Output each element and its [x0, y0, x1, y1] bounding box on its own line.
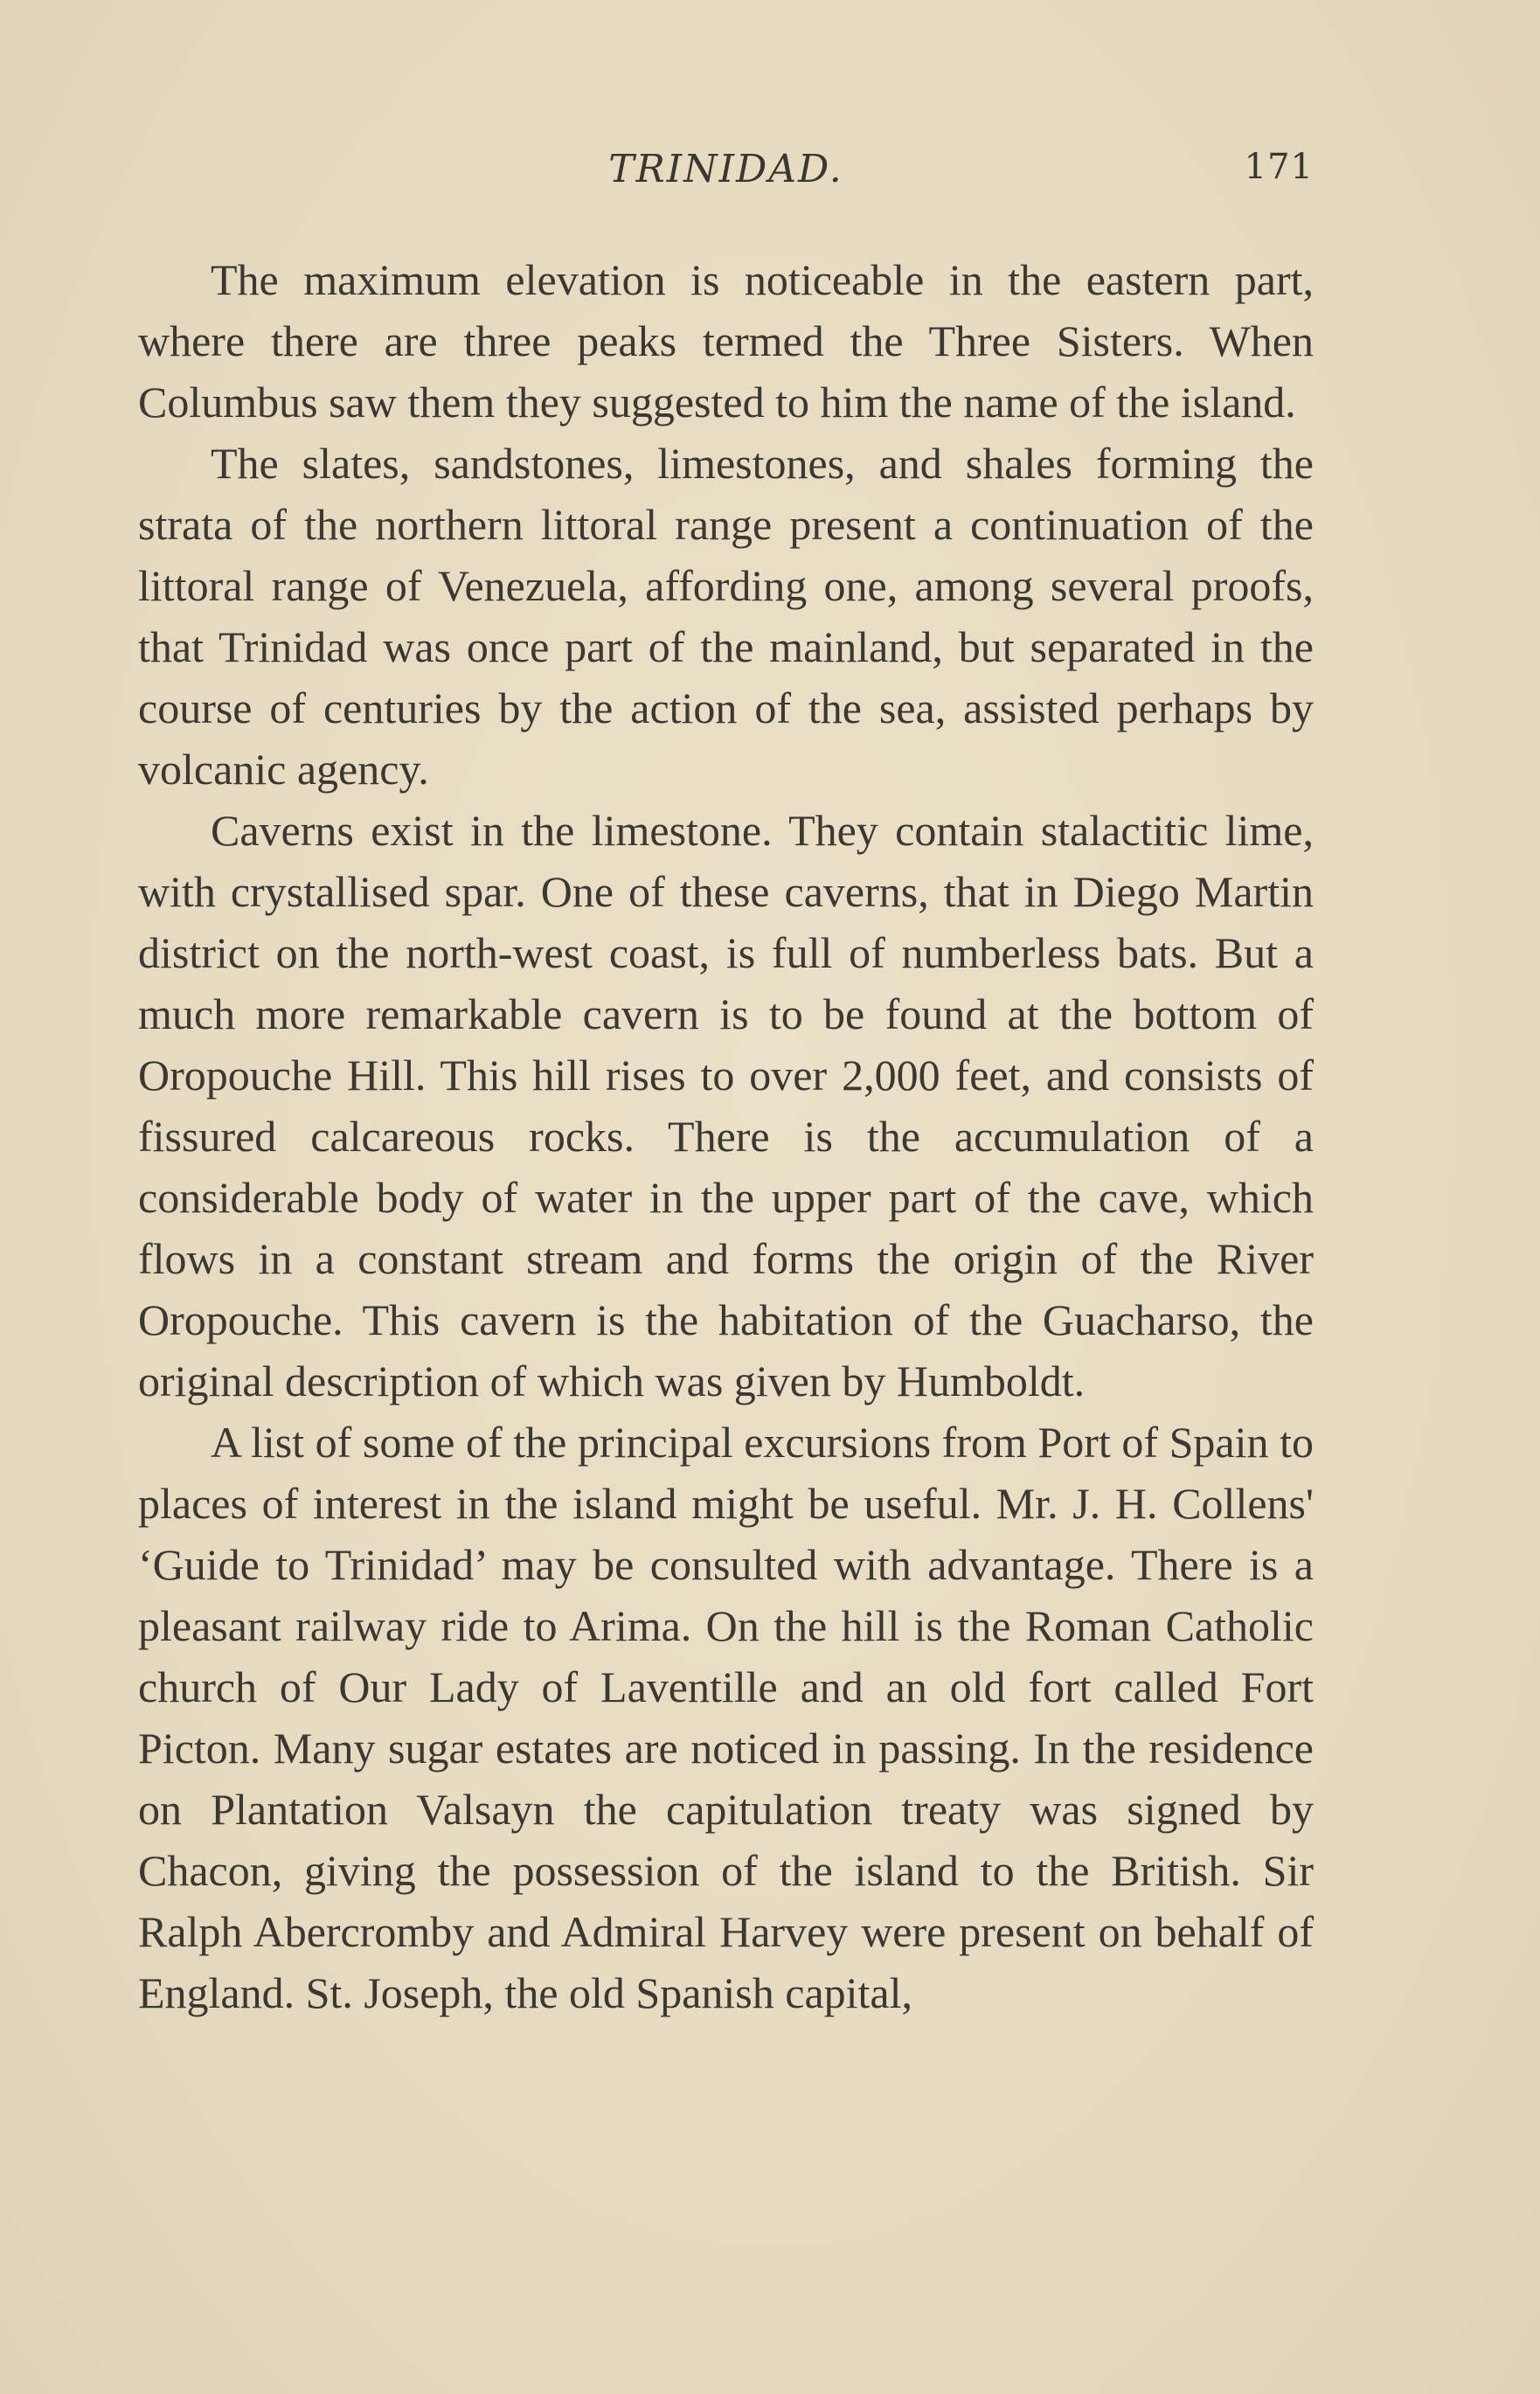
page-number: 171: [1244, 147, 1314, 187]
paragraph-elevation: The maximum elevation is noticeable in the eastern part, where there are three peaks termed the Three Sisters. When Columbus saw them they suggested to him the name of the island.: [138, 255, 1314, 427]
page-header: [138, 147, 1314, 199]
paragraph-strata: The slates, sandstones, limestones, and shales forming the strata of the northern littoral range present a continuation of the littoral range of Venezuela, affording one, among several proofs, that Trinidad was once part of the mainland, but separated in the course of centuries by the action of the sea, assisted perhaps by volcanic agency.: [138, 439, 1314, 794]
running-title: TRINIDAD.: [608, 147, 843, 191]
paragraph-excursions: A list of some of the principal excursions from Port of Spain to places of interest in the island might be useful. Mr. J. H. Collens' ‘Guide to Trinidad’ may be consulted with advantage. There is a pleasant railway ride to Arima. On the hill is the Roman Catholic church of Our Lady of Laventille and an old fort called Fort Picton. Many sugar estates are noticed in passing. In the residence on Plantation Valsayn the capitulation treaty was signed by Chacon, giving the possession of the island to the British. Sir Ralph Abercromby and Admiral Harvey were present on behalf of England. St. Joseph, the old Spanish capital,: [138, 1418, 1314, 2017]
paragraph-caverns: Caverns exist in the limestone. They contain stalactitic lime, with crystallised spar. One of these caverns, that in Diego Martin district on the north-west coast, is full of numberless bats. But a much more remarkable cavern is to be found at the bottom of Oropouche Hill. This hill rises to over 2,000 feet, and consists of fissured calcareous rocks. There is the accumulation of a considerable body of water in the upper part of the cave, which flows in a constant stream and forms the origin of the River Oropouche. This cavern is the habitation of the Guacharso, the original description of which was given by Humboldt.: [138, 806, 1314, 1405]
body-text: [138, 249, 1314, 2023]
